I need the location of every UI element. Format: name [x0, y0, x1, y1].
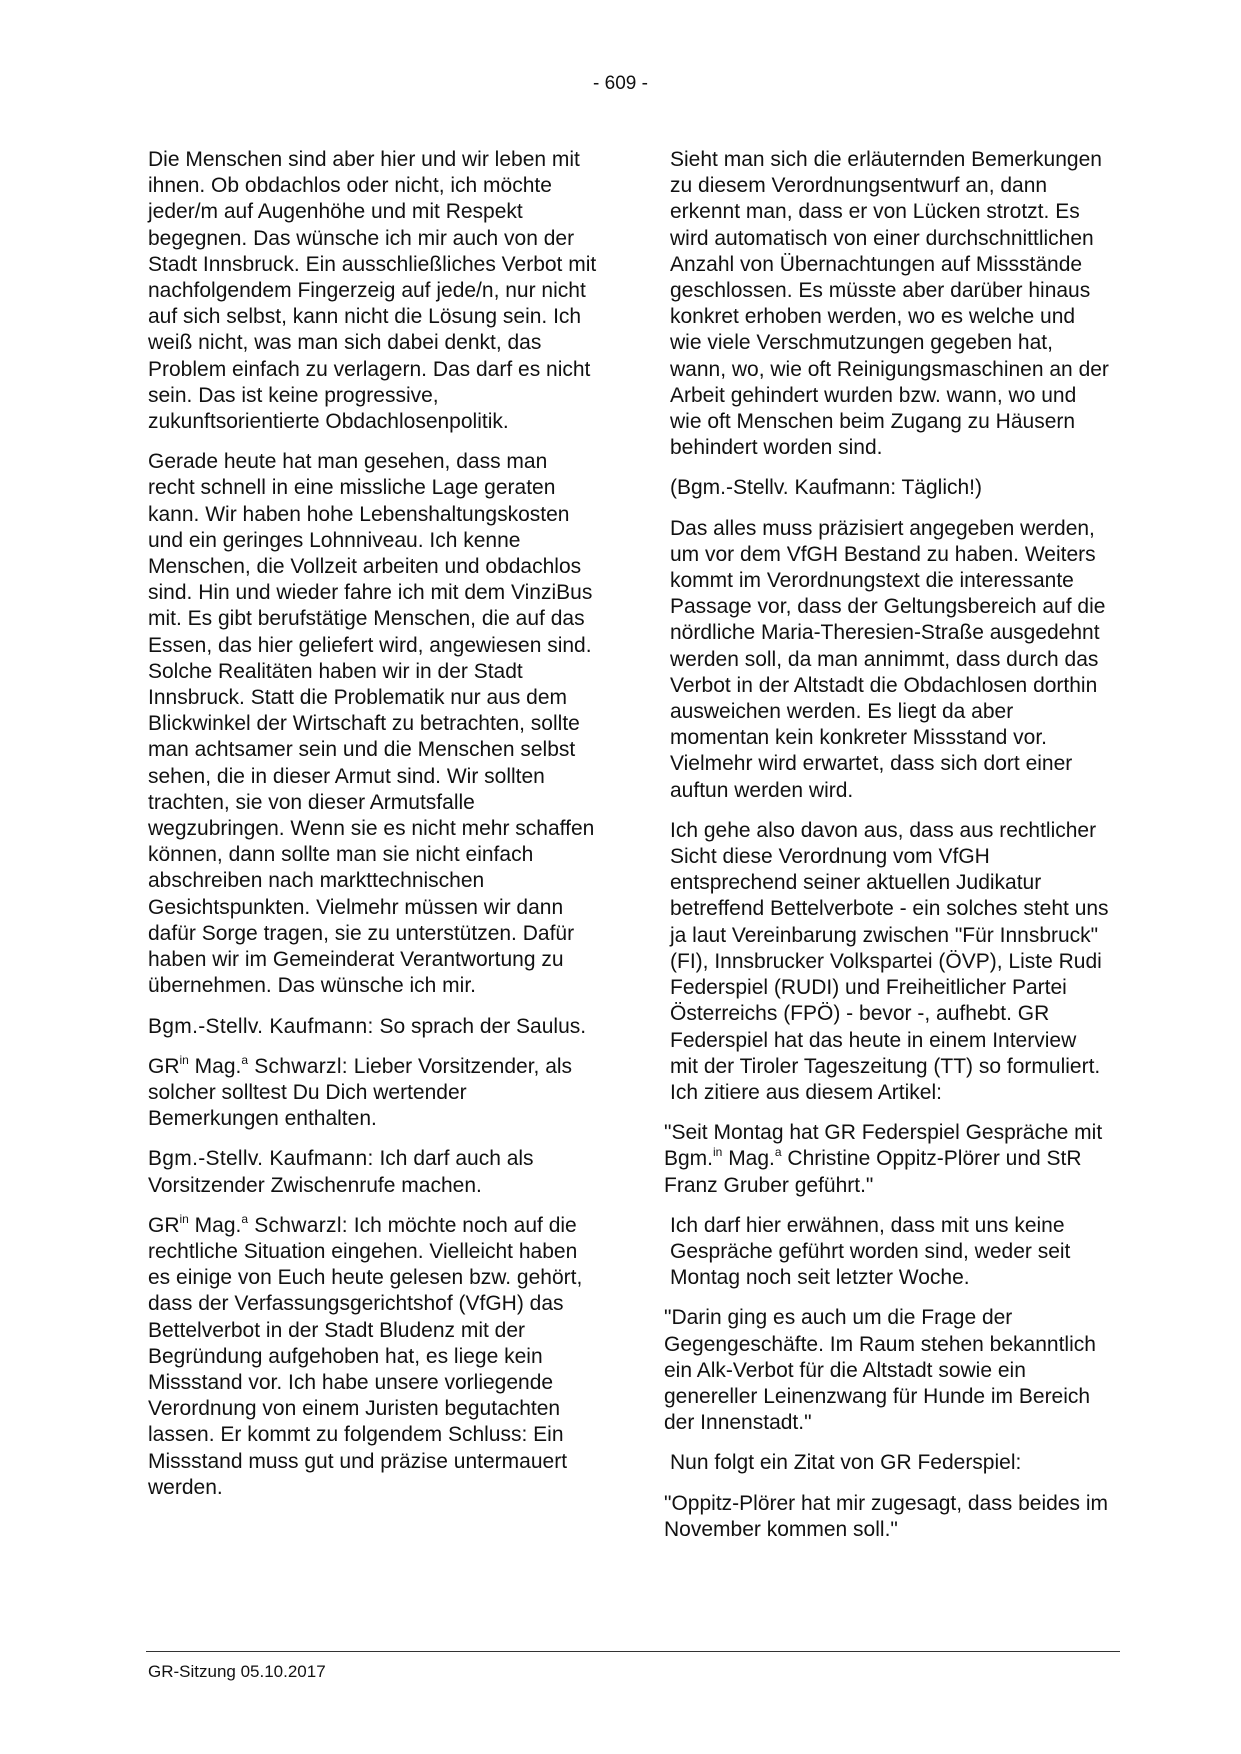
- quote: "Oppitz-Plörer hat mir zugesagt, dass beides im November kommen soll.": [664, 1491, 1108, 1541]
- speaker-name: Bgm.-Stellv. Kaufmann:: [148, 1147, 374, 1171]
- paragraph: Die Menschen sind aber hier und wir leben mit ihnen. Ob obdachlos oder nicht, ich möchte jeder/m auf Augenhöhe und mit Respekt begegnen. Das wünsche ich mir auch von der Stadt Innsbruck. Ein ausschließliches Verbot mit nachfolgendem Fingerzeig auf jede/n, nur nicht auf sich selbst, kann nicht die Lösung sein. Ich weiß nicht, was man sich dabei denkt, das Problem einfach zu verlagern. Das darf es nicht sein. Das ist keine progressive, zukunftsorientierte Obdachlosenpolitik.: [148, 148, 597, 434]
- speaker-name: Bgm.-Stellv. Kaufmann:: [148, 1014, 374, 1038]
- paragraph: Gerade heute hat man gesehen, dass man recht schnell in eine missliche Lage geraten kann. Wir haben hohe Lebenshaltungskosten und ein geringes Lohnniveau. Ich kenne Menschen, die Vollzeit arbeiten und obdachlos sind. Hin und wieder fahre ich mit dem VinziBus mit. Es gibt berufstätige Menschen, die auf das Essen, das hier geliefert wird, angewiesen sind. Solche Realitäten haben wir in der Stadt Innsbruck. Statt die Problematik nur aus dem Blickwinkel der Wirtschaft zu betrachten, sollte man achtsamer sein und die Menschen selbst sehen, die in dieser Armut sind. Wir sollten trachten, sie von dieser Armutsfalle wegzubringen. Wenn sie es nicht mehr schaffen können, dann sollte man sie nicht einfach abschreiben nach markttechnischen Gesichtspunkten. Vielmehr müssen wir dann dafür Sorge tragen, sie zu unterstützen. Dafür haben wir im Gemeinderat Verantwortung zu übernehmen. Das wünsche ich mir.: [148, 450, 595, 998]
- paragraph: Ich darf hier erwähnen, dass mit uns keine Gespräche geführt worden sind, weder seit Montag noch seit letzter Woche.: [670, 1213, 1071, 1290]
- quote: "Darin ging es auch um die Frage der Gegengeschäfte. Im Raum stehen bekanntlich ein Alk-Verbot für die Altstadt sowie ein genereller Leinenzwang für Hunde im Bereich der Innenstadt.": [664, 1306, 1096, 1435]
- paragraph: Sieht man sich die erläuternden Bemerkungen zu diesem Verordnungsentwurf an, dann erkennt man, dass er von Lücken strotzt. Es wird automatisch von einer durchschnittlichen Anzahl von Übernachtungen auf Missstände geschlossen. Es müsste aber darüber hinaus konkret erhoben werden, wo es welche und wie viele Verschmutzungen gegeben hat, wann, wo, wie oft Reinigungsmaschinen an der Arbeit gehindert wurden bzw. wann, wo und wie oft Menschen beim Zugang zu Häusern behindert worden sind.: [670, 148, 1109, 460]
- footer-session-date: GR-Sitzung 05.10.2017: [148, 1662, 326, 1681]
- speech-kaufmann: [148, 1146, 598, 1198]
- paragraph: Nun folgt ein Zitat von GR Federspiel:: [670, 1451, 1022, 1475]
- footer-divider: [146, 1651, 1120, 1652]
- quote: "Seit Montag hat GR Federspiel Gespräche mit Bgm.$^{in}$ Mag.$^a$ Christine Oppitz-Plörer und StR Franz Gruber geführt.": [664, 1121, 1103, 1197]
- speech-text: Ich darf auch als Vorsitzender Zwischenrufe machen.: [148, 1147, 534, 1197]
- speech-text: Lieber Vorsitzender, als solcher solltest Du Dich wertender Bemerkungen enthalten.: [148, 1054, 573, 1131]
- left-column: [148, 147, 598, 1515]
- speech-text: Ich möchte noch auf die rechtliche Situation eingehen. Vielleicht haben es einige von Euch heute gelesen bzw. gehört, dass der Verfassungsgerichtshof (VfGH) das Bettelverbot in der Stadt Bludenz mit der Begründung aufgehoben hat, es liege kein Missstand vor. Ich habe unsere vorliegende Verordnung von einem Juristen begutachten lassen. Er kommt zu folgendem Schluss: Ein Missstand muss gut und präzise untermauert werden.: [148, 1213, 583, 1499]
- speaker-name: $GR^{in}$ Mag.$^a$ Schwarzl:: [148, 1052, 348, 1078]
- paragraph: Das alles muss präzisiert angegeben werden, um vor dem VfGH Bestand zu haben. Weiters kommt im Verordnungstext die interessante Passage vor, dass der Geltungsbereich auf die nördliche Maria-Theresien-Straße ausgedehnt werden soll, da man annimmt, dass durch das Verbot in der Altstadt die Obdachlosen dorthin ausweichen werden. Es liegt da aber momentan kein konkreter Missstand vor. Vielmehr wird erwartet, dass sich dort einer auftun werden wird.: [670, 516, 1106, 802]
- interjection: (Bgm.-Stellv. Kaufmann: Täglich!): [670, 476, 983, 500]
- speaker-name: $GR^{in}$ Mag.$^a$ Schwarzl:: [148, 1211, 348, 1237]
- speech-kaufmann: [148, 1014, 598, 1040]
- right-column: [664, 147, 1110, 1557]
- speech-schwarzl: [148, 1213, 598, 1501]
- speech-schwarzl: [148, 1054, 598, 1133]
- speech-text: So sprach der Saulus.: [373, 1014, 587, 1038]
- paragraph: Ich gehe also davon aus, dass aus rechtlicher Sicht diese Verordnung vom VfGH entsprechend seiner aktuellen Judikatur betreffend Bettelverbote - ein solches steht uns ja laut Vereinbarung zwischen "Für Innsbruck" (FI), Innsbrucker Volkspartei (ÖVP), Liste Rudi Federspiel (RUDI) und Freiheitlicher Partei Österreichs (FPÖ) - bevor -, aufhebt. GR Federspiel hat das heute in einem Interview mit der Tiroler Tageszeitung (TT) so formuliert. Ich zitiere aus diesem Artikel:: [670, 818, 1109, 1104]
- page-number: - 609 -: [593, 73, 648, 94]
